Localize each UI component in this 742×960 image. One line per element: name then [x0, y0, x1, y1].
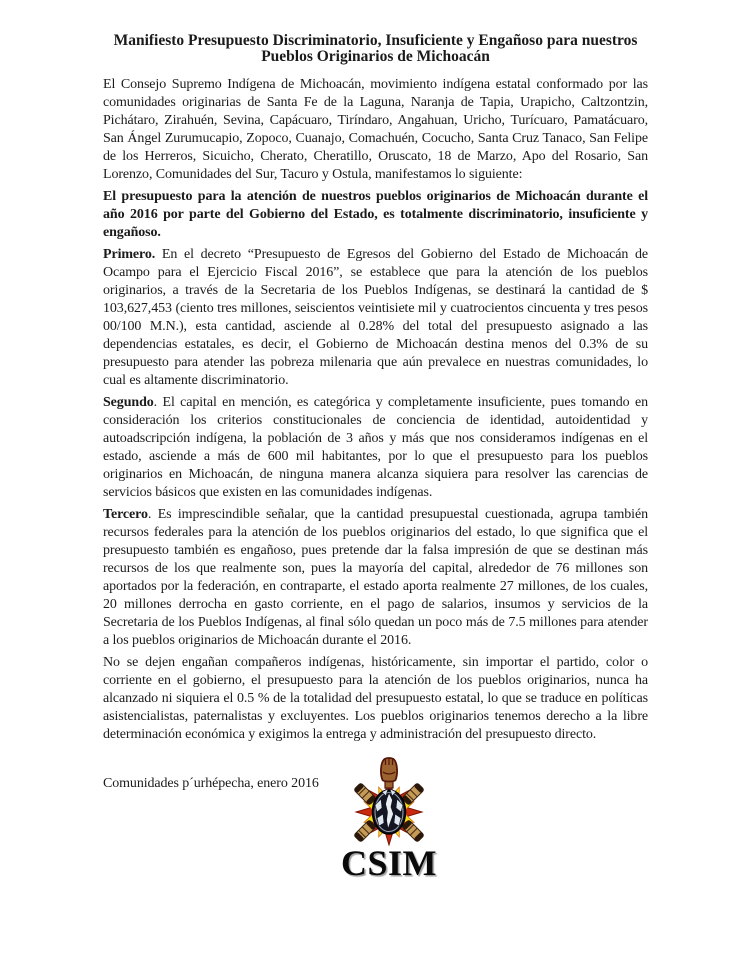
document-title	[103, 33, 648, 65]
manifesto-statement	[103, 188, 648, 242]
csim-emblem	[345, 750, 433, 846]
closing-paragraph	[103, 654, 648, 744]
paragraph-text: El presupuesto para la atención de nuestros pueblos originarios de Michoacán durante el año 2016 por parte del Gobierno del Estado, es totalmente discriminatorio, insuficiente y engañoso.	[103, 189, 648, 240]
document-title-line2: Pueblos Originarios de Michoacán	[261, 48, 490, 65]
csim-acronym: CSIM	[340, 843, 437, 883]
paragraph-text: En el decreto “Presupuesto de Egresos del Gobierno del Estado de Michoacán de Ocampo para el Ejercicio Fiscal 2016”, se establece que para la atención de los pueblos originarios, a través de la Secretaria de los Pueblos Indígenas, se destinará la cantidad de $ 103,627,453 (ciento tres millones, seiscientos veintisiete mil y cuatrocientos cincuenta y tres pesos 00/100 M.N.), esta cantidad, asciende al 0.28% del total del presupuesto asignado a las dependencias estatales, es decir, el Gobierno de Michoacán destina menos del 0.3% de su presupuesto para atender las pobreza milenaria que aún prevalece en nuestras comunidades, lo cual es altamente discriminatorio.	[103, 247, 648, 388]
intro-paragraph	[103, 76, 648, 184]
document-content	[103, 33, 648, 748]
paragraph-text: . Es imprescindible señalar, que la cantidad presupuestal cuestionada, agrupa también recursos federales para la atención de los pueblos originarios del estado, lo que significa que el presupuesto también es engañoso, pues pretende dar la falsa impresión de que se destinan más recursos de los que realmente son, pues la mayoría del capital, alrededor de 76 millones son aportados por la federación, en contraparte, el estado aporta realmente 27 millones, de los cuales, 20 millones derrocha en gasto corriente, en el pago de salarios, insumos y servicios de la Secretaria de los Pueblos Indígenas, al final sólo quedan un poco más de 7.5 millones para atender a los pueblos originarios de Michoacán durante el 2016.	[103, 507, 648, 648]
fist-icon	[381, 758, 397, 788]
paragraph-primero	[103, 246, 648, 390]
paragraph-text: El Consejo Supremo Indígena de Michoacán, movimiento indígena estatal conformado por las comunidades originarias de Santa Fe de la Laguna, Naranja de Tapia, Urapicho, Caltzontzin, Pichátaro, Zirahuén, Sevina, Capácuaro, Tiríndaro, Angahuan, Uricho, Turícuaro, Pamatácuaro, San Ángel Zurumucapio, Zopoco, Cuanajo, Comachuén, Cocucho, Santa Cruz Tanaco, San Felipe de los Herreros, Sicuicho, Cherato, Cheratillo, Oruscato, 18 de Marzo, Apo del Rosario, San Lorenzo, Comunidades del Sur, Tacuro y Ostula, manifestamos lo siguiente:	[103, 77, 648, 182]
paragraph-tercero	[103, 506, 648, 650]
paragraph-text: No se dejen engañan compañeros indígenas, históricamente, sin importar el partido, color o corriente en el gobierno, el presupuesto para la atención de los pueblos originarios, nunca ha alcanzado ni siquiera el 0.5 % de la totalidad del presupuesto estatal, lo que se traduce en políticas asistencialistas, paternalistas y excluyentes. Los pueblos originarios tenemos derecho a la libre determinación económica y exigimos la entrega y administración del presupuesto directo.	[103, 655, 648, 742]
paragraph-lead: Primero.	[103, 247, 156, 262]
document-title-line1: Manifiesto Presupuesto Discriminatorio, Insuficiente y Engañoso para nuestros	[113, 32, 638, 49]
paragraph-segundo	[103, 394, 648, 502]
paragraph-lead: Tercero	[103, 507, 148, 522]
paragraph-text: . El capital en mención, es categórica y completamente insuficiente, pues tomando en consideración los criterios constitucionales de conciencia de identidad, autoidentidad y autoadscripción indígena, la población de 3 años y más que nos consideramos indígenas en el estado, asciende a más de 600 mil habitantes, por lo que el presupuesto para los pueblos originarios en Michoacán, de ninguna manera alcanza siquiera para resolver las carencias de servicios básicos que existen en las comunidades indígenas.	[103, 395, 648, 500]
signoff-date: Comunidades p´urhépecha, enero 2016	[103, 776, 319, 791]
shell-icon	[373, 789, 406, 834]
paragraph-lead: Segundo	[103, 395, 154, 410]
